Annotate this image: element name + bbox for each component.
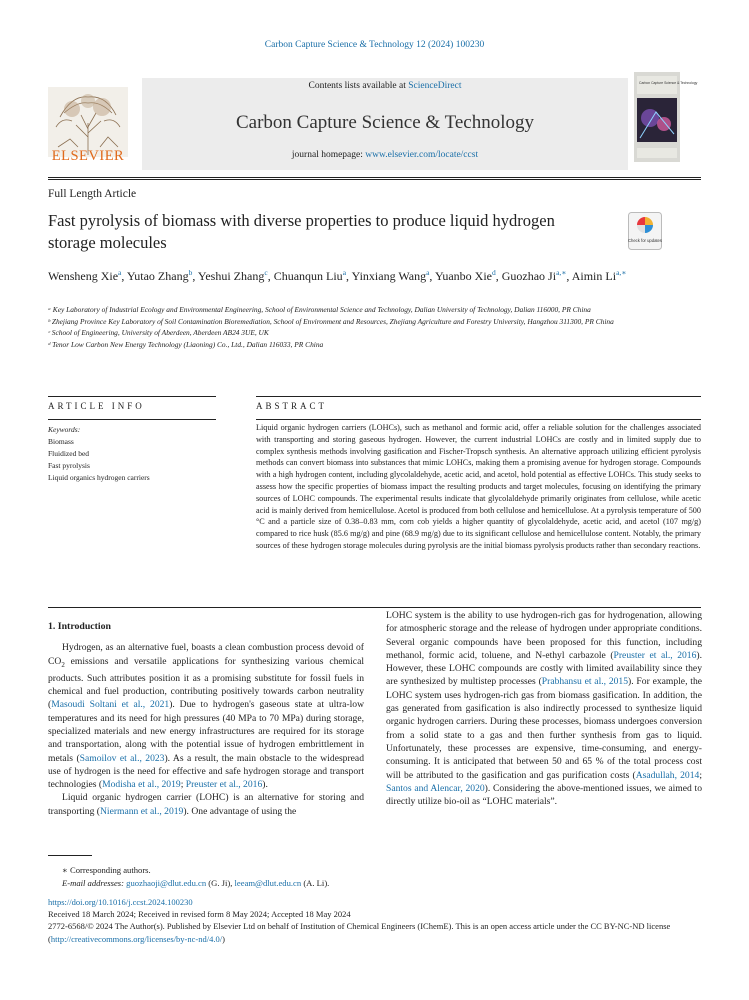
affiliations: [48, 305, 648, 351]
keyword: Biomass: [48, 437, 74, 446]
abstract-heading: ABSTRACT: [256, 401, 328, 411]
doi-link[interactable]: https://doi.org/10.1016/j.ccst.2024.100230: [48, 897, 193, 907]
affiliation: ᵇ Zhejiang Province Key Laboratory of Soil Contamination Bioremediation, School of Environment and Resources, Zhejiang Agriculture and Forestry University, Hangzhou 311300, PR China: [48, 316, 614, 326]
corresponding-note: ∗ Corresponding authors.: [62, 865, 151, 875]
author[interactable]: Chuanqun Liu$^a$: [273, 268, 347, 283]
received-dates: Received 18 March 2024; Received in revised form 8 May 2024; Accepted 18 May 2024: [48, 909, 351, 920]
author[interactable]: Yutao Zhang$^b$: [126, 268, 193, 283]
citation-link[interactable]: Prabhansu et al., 2015: [541, 676, 629, 688]
homepage-prefix: journal homepage:: [291, 150, 366, 160]
body-column-right: [386, 609, 702, 808]
header-rule: [48, 177, 701, 178]
affiliation: ᵈ Tenor Low Carbon New Energy Technology (Liaoning) Co., Ltd., Dalian 116033, PR China: [48, 339, 324, 349]
article-info-heading: ARTICLE INFO: [48, 401, 145, 411]
paragraph: LOHC system is the ability to use hydrogen-rich gas for hydrogenation, allowing for atmospheric storage and the release of hydrogen under appropriate conditions. Several organic compounds have been proposed for this function, including methanol, formic acid, toluene, and N-ethyl carbazole (Preuster et al., 2016). However, these LOHC compounds are costly with limited availability since they are synthesized by multistep processes (Prabhansu et al., 2015). For example, the LOHC system uses hydrogen-rich gas from biomass gasification. In addition, the gas generated from gasification is also indirectly processed to synthesize liquid organic hydrogen carriers. During these processes, biomass undergoes conversion from a solid state to a gas and then further synthesis from gas to liquid. Unfortunately, these processes are expensive, time-consuming, and energy-consuming. It is anticipated that between 50 and 65 % of the total process cost will be attributed to the gasification and gas purification costs (Asadullah, 2014; Santos and Alencar, 2020). Considering the above-mentioned issues, we aimed to directly utilize bio-oil as “LOHC materials”.: [386, 610, 703, 808]
article-type: Full Length Article: [48, 188, 137, 200]
publication-info: [48, 896, 701, 945]
abstract-rule: [256, 419, 701, 420]
abstract-text: Liquid organic hydrogen carriers (LOHCs), such as methanol and formic acid, offer a reliable solution for the challenges associated with transporting and storing gaseous hydrogen. However, the current industrial LOHCs are costly and in limited supply due to complex synthesis methods involving gasification and Fischer-Tropsch synthesis. An alternative approach utilizing efficient pyrolysis methods can convert biomass into substances that mimic LOHCs, making them a promising avenue for hydrogen storage. Compounds with a high hydrogen content, including glycolaldehyde, acetic acid, and acetol, hold potential as effective LOHCs. This study seeks to assess how the specific properties of biomass impact the resulting products and target molecules, focusing on identifying the primary sources of LOHC compounds. The experimental results indicate that glycolaldehyde primarily originates from cellulose, while acetic acid is mainly derived from hemicellulose. Acetol is produced from both cellulose and hemicellulose. At a pyrolysis temperature of 500 °C and a particle size of 0.38–0.83 mm, corn cob yields a higher quantity of glycolaldehyde, acetic acid, and acetol (107 mg/g) compared to rice husk (85.6 mg/g) and pine (68.9 mg/g) due to its significant cellulose and hemicellulose content. Notably, the primary sources of these hydrogen storage molecules during pyrolysis are the initial biomass pyrolysis products rather than secondary reactions.: [256, 423, 701, 550]
author-list: Wensheng Xie$^a$, Yutao Zhang$^b$, Yeshui Zhang$^c$, Chuanqun Liu$^a$, Yinxiang Wang$^a$, Yuanbo Xie$^d$, Guozhao $Ji^{a,∗}$, Aimin $Li^{a,∗}$: [48, 268, 627, 283]
footnote-rule: [48, 855, 92, 856]
license-statement: 2772-6568/© 2024 The Author(s). Published by Elsevier Ltd on behalf of Institution of Chemical Engineers (IChemE). This is an open access article under the CC BY-NC-ND license (http://creativecommons.org/licenses/by-nc-nd/4.0/): [48, 921, 671, 944]
author[interactable]: Yinxiang Wang$^a$: [351, 268, 430, 283]
journal-header: [48, 64, 698, 170]
citation-link[interactable]: Samoilov et al., 2023: [79, 752, 165, 764]
email-link[interactable]: leeam@dlut.edu.cn: [234, 878, 302, 888]
keywords-label: Keywords:: [48, 425, 81, 434]
header-rule: [48, 179, 701, 180]
citation-link[interactable]: Santos and Alencar, 2020: [386, 782, 485, 794]
citation-link[interactable]: Niermann et al., 2019: [99, 805, 184, 817]
license-link[interactable]: http://creativecommons.org/licenses/by-nc-nd/4.0/: [50, 933, 223, 944]
contents-line: [142, 81, 628, 91]
email-link[interactable]: guozhaoji@dlut.edu.cn: [126, 878, 207, 888]
author[interactable]: Yuanbo Xie$^d$: [434, 268, 496, 283]
body-rule: [48, 607, 701, 608]
keyword: Fluidized bed: [48, 449, 90, 458]
article-info-rule: [48, 419, 216, 420]
paper-title: Fast pyrolysis of biomass with diverse properties to produce liquid hydrogen storage molecules: [48, 211, 555, 252]
citation-link[interactable]: Preuster et al., 2016: [613, 649, 697, 661]
contents-prefix: Contents lists available at: [308, 81, 409, 91]
abstract-rule: [256, 396, 701, 397]
keyword: Fast pyrolysis: [48, 461, 90, 470]
author[interactable]: Wensheng Xie$^a$: [48, 268, 122, 283]
journal-cover-image[interactable]: [634, 72, 698, 162]
citation-link[interactable]: Modisha et al., 2019: [102, 779, 181, 791]
header-banner: [142, 78, 628, 170]
introduction-heading: 1. Introduction: [48, 621, 111, 632]
author[interactable]: Aimin $Li^{a,∗}$: [571, 268, 627, 283]
check-for-updates-badge[interactable]: [628, 212, 662, 250]
body-column-left: [48, 620, 364, 818]
citation-link[interactable]: Preuster et al., 2016: [185, 779, 263, 791]
homepage-line: [142, 150, 628, 160]
author[interactable]: Guozhao $Ji^{a,∗}$: [501, 268, 567, 283]
citation-link[interactable]: Asadullah, 2014: [635, 769, 700, 781]
paragraph: Hydrogen, as an alternative fuel, boasts a clean combustion process devoid of $CO_2$ emissions and versatile applications for synthesizing various chemical products. Such attributes position it as a promising substitute for fossil fuels in chemical and fuel production, contributing positively towards carbon neutrality (Masoudi Soltani et al., 2021). Due to hydrogen's gaseous state at ultra-low temperatures and its need for high pressures (40 MPa to 70 MPa) during storage, specialized materials and new energy infrastructures are required for its storage and transportation, along with the potential issue of hydrogen embrittlement in metals (Samoilov et al., 2023). As a result, the main obstacle to the widespread use of hydrogen is the need for effective and safe hydrogen storage and transport technologies (Modisha et al., 2019; Preuster et al., 2016).: [48, 642, 365, 791]
email-line: E-mail addresses: guozhaoji@dlut.edu.cn (G. Ji), leeam@dlut.edu.cn (A. Li).: [62, 878, 330, 888]
affiliation: ᶜ School of Engineering, University of Aberdeen, Aberdeen AB24 3UE, UK: [48, 328, 269, 337]
affiliation: ᵃ Key Laboratory of Industrial Ecology and Environmental Engineering, School of Environmental Science and Technology, Dalian University of Technology, Dalian 116000, PR China: [48, 305, 591, 314]
author[interactable]: Yeshui Zhang$^c$: [197, 268, 268, 283]
article-info-rule: [48, 396, 216, 397]
keyword: Liquid organics hydrogen carriers: [48, 473, 150, 482]
journal-homepage-link[interactable]: www.elsevier.com/locate/ccst: [365, 150, 479, 160]
paragraph: Liquid organic hydrogen carrier (LOHC) is an alternative for storing and transporting (Niermann et al., 2019). One advantage of using the: [48, 792, 364, 817]
footnotes: [62, 864, 382, 890]
keywords-block: [48, 424, 216, 484]
check-updates-label: Check for updates: [628, 238, 662, 243]
elsevier-wordmark[interactable]: ELSEVIER: [51, 148, 125, 164]
journal-reference[interactable]: Carbon Capture Science & Technology 12 (2024) 100230: [264, 40, 485, 50]
citation-link[interactable]: Masoudi Soltani et al., 2021: [51, 699, 170, 711]
cover-title-text: Carbon Capture Science & Technology: [639, 81, 698, 85]
sciencedirect-link[interactable]: ScienceDirect: [408, 81, 462, 91]
journal-title: Carbon Capture Science & Technology: [235, 112, 535, 133]
